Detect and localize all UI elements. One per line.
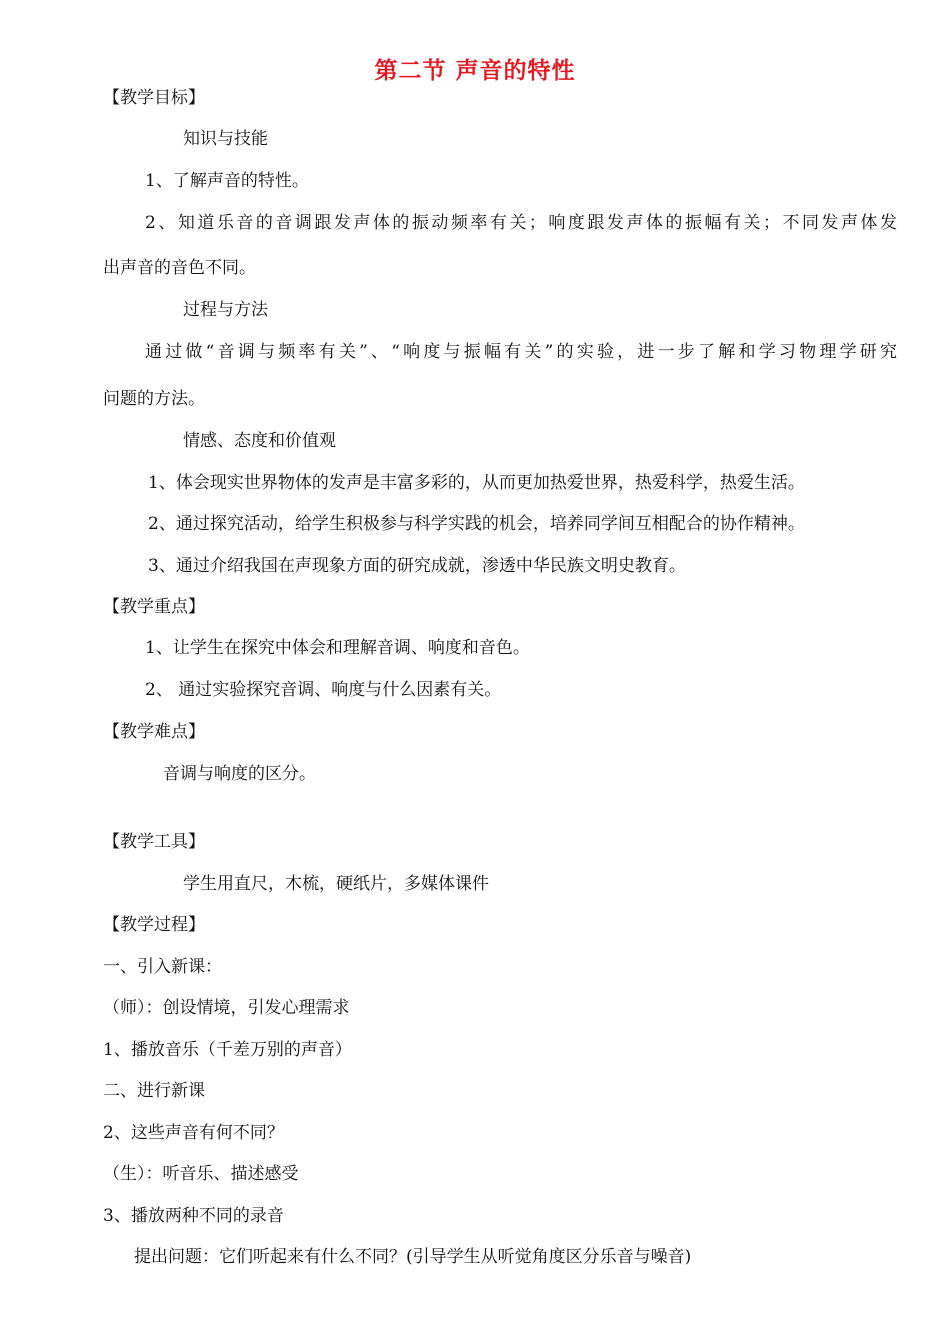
process-heading: 【教学过程】	[103, 915, 205, 935]
difficulties-heading: 【教学难点】	[103, 722, 205, 742]
emotion-item-2: 2、通过探究活动，给学生积极参与科学实践的机会，培养同学间互相配合的协作精神。	[148, 514, 805, 534]
objectives-heading: 【教学目标】	[103, 88, 205, 108]
key-points-item-1: 1、让学生在探究中体会和理解音调、响度和音色。	[145, 638, 530, 658]
process-method-line-1: 通过做“音调与频率有关”、“响度与振幅有关”的实验，进一步了解和学习物理学研究	[145, 342, 897, 362]
key-points-item-2: 2、 通过实验探究音调、响度与什么因素有关。	[145, 680, 502, 700]
process-line-1: 一、引入新课：	[103, 957, 222, 977]
difficulties-item-1: 音调与响度的区分。	[163, 764, 316, 784]
process-line-3: 1、播放音乐（千差万别的声音）	[103, 1040, 352, 1060]
emotion-item-3: 3、通过介绍我国在声现象方面的研究成就，渗透中华民族文明史教育。	[148, 556, 686, 576]
process-line-6: （生）：听音乐、描述感受	[103, 1164, 299, 1184]
page-title: 第二节 声音的特性	[374, 57, 576, 84]
process-line-4: 二、进行新课	[103, 1081, 205, 1101]
key-points-heading: 【教学重点】	[103, 597, 205, 617]
knowledge-item-2-line-1: 2、知道乐音的音调跟发声体的振动频率有关；响度跟发声体的振幅有关；不同发声体发	[145, 213, 897, 233]
knowledge-heading: 知识与技能	[183, 129, 268, 149]
tools-item-1: 学生用直尺，木梳，硬纸片，多媒体课件	[183, 874, 489, 894]
process-line-2: （师）：创设情境，引发心理需求	[103, 998, 350, 1018]
process-line-5: 2、这些声音有何不同？	[103, 1123, 284, 1143]
knowledge-item-2-line-2: 出声音的音色不同。	[103, 258, 256, 278]
process-method-line-2: 问题的方法。	[103, 389, 205, 409]
knowledge-item-1: 1、了解声音的特性。	[145, 171, 309, 191]
process-method-heading: 过程与方法	[183, 300, 268, 320]
emotion-heading: 情感、态度和价值观	[183, 431, 336, 451]
process-line-7: 3、播放两种不同的录音	[103, 1206, 284, 1226]
tools-heading: 【教学工具】	[103, 832, 205, 852]
process-line-8: 提出问题：它们听起来有什么不同？(引导学生从听觉角度区分乐音与噪音)	[134, 1247, 692, 1267]
emotion-item-1: 1、体会现实世界物体的发声是丰富多彩的，从而更加热爱世界，热爱科学，热爱生活。	[148, 473, 805, 493]
